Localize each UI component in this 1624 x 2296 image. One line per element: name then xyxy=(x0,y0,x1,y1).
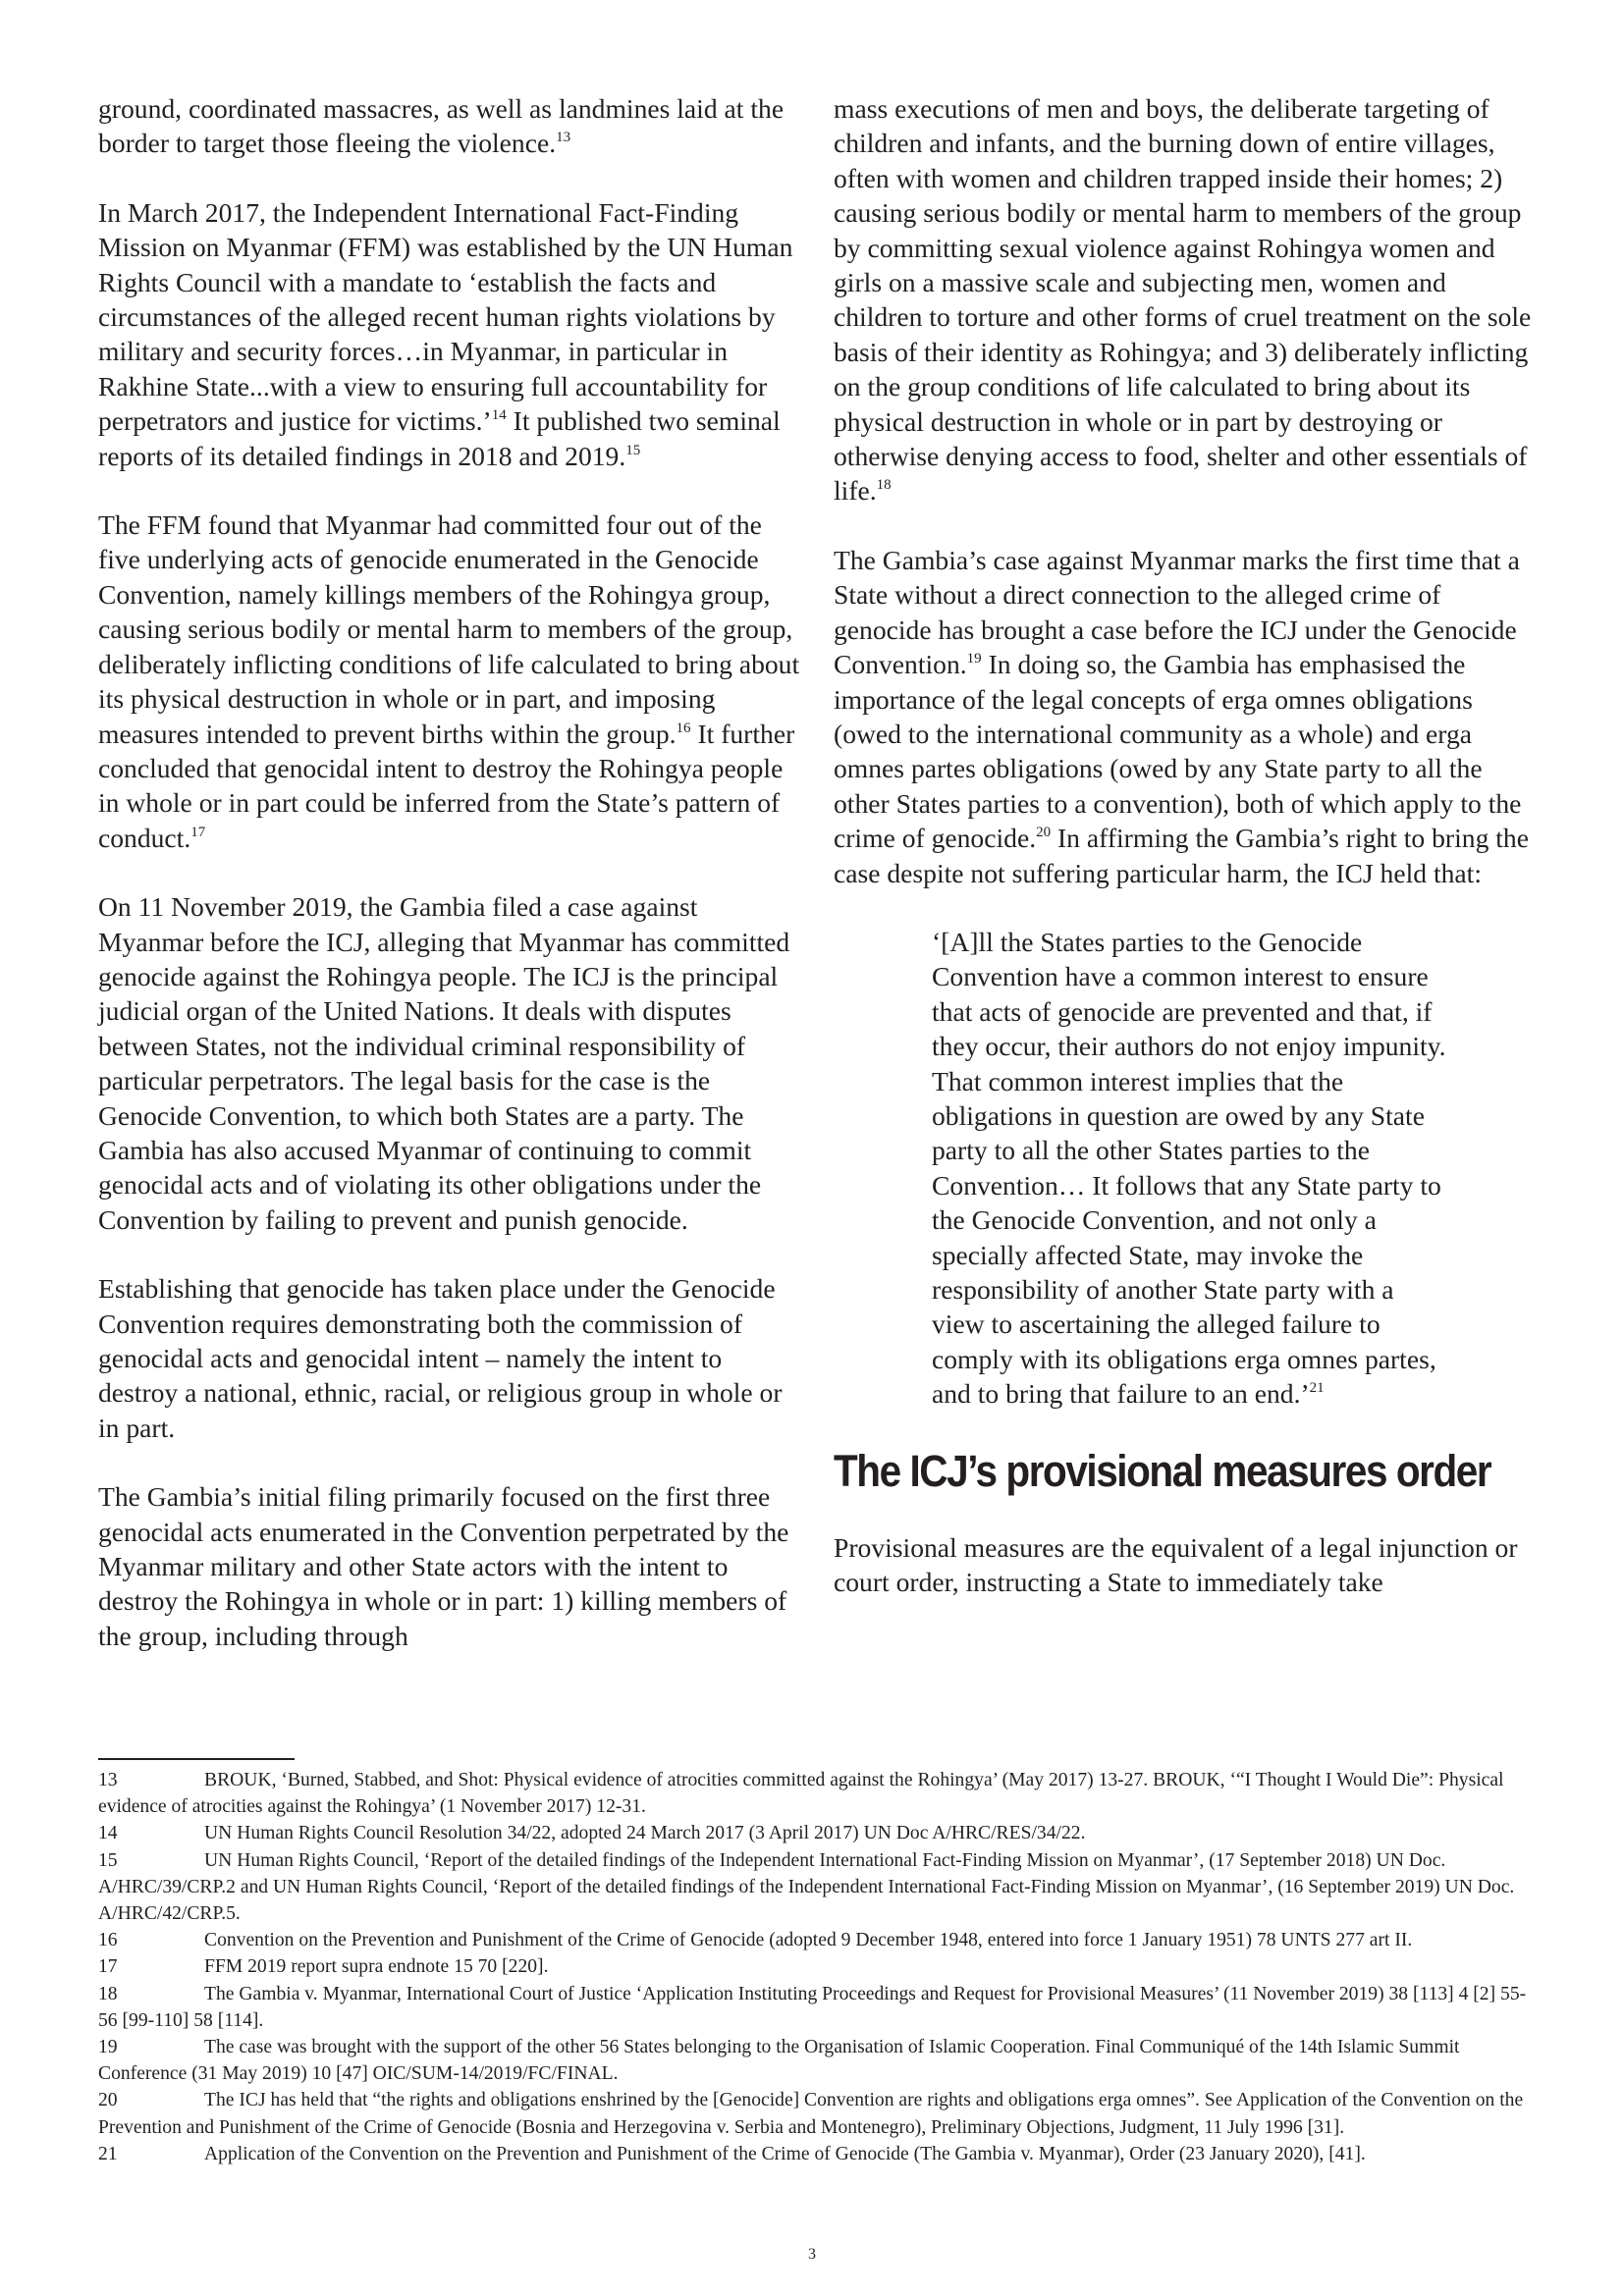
footnote-number: 21 xyxy=(98,2143,118,2164)
paragraph: In March 2017, the Independent International Fact-Finding Mission on Myanmar (FFM) was established by the UN Human Rights Council with a mandate to ‘establish the facts and circumstances of the alleged recent human rights violations by military and security forces…in Myanmar, in particular in Rakhine State...with a view to ensuring full accountability for perpetrators and justice for victims.’$^{14}$ It published two seminal reports of its detailed findings in 2018 and 2019.15 xyxy=(98,196,793,471)
paragraph: ground, coordinated massacres, as well as landmines laid at the border to target those fleeing the violence.$^{13}$ xyxy=(98,93,785,159)
paragraph: On 11 November 2019, the Gambia filed a case against Myanmar before the ICJ, alleging that Myanmar has committed genocide against the Rohingya people. The ICJ is the principal judicial organ of the United Nations. It deals with disputes between States, not the individual criminal responsibility of particular perpetrators. The legal basis for the case is the Genocide Convention, to which both States are a party. The Gambia has also accused Myanmar of continuing to commit genocidal acts and of violating its other obligations under the Convention by failing to prevent and punish genocide. xyxy=(98,891,790,1235)
footnote-ref[interactable]: 17 xyxy=(190,824,206,840)
footnote-item: 14 UN Human Rights Council Resolution 34/22, adopted 24 March 2017 (3 April 2017) UN Doc A/HRC/RES/34/22. xyxy=(98,1820,1542,1846)
footnote-ref[interactable]: 16 xyxy=(676,720,691,736)
footnote-number: 20 xyxy=(98,2090,118,2111)
footnote-ref[interactable]: 13 xyxy=(556,130,571,146)
footnote-number: 19 xyxy=(98,2037,118,2058)
footnote-number: 13 xyxy=(98,1770,118,1790)
footnote-item: 20 The ICJ has held that “the rights and obligations enshrined by the [Genocide] Convention are rights and obligations erga omnes”. See Application of the Convention on the Prevention and Punishment of the Crime of Genocide (Bosnia and Herzegovina v. Serbia and Montenegro), Preliminary Objections, Judgment, 11 July 1996 [31]. xyxy=(98,2087,1542,2140)
footnote-item: 16 Convention on the Prevention and Punishment of the Crime of Genocide (adopted 9 December 1948, entered into force 1 January 1951) 78 UNTS 277 art II. xyxy=(98,1927,1542,1953)
paragraph: The Gambia’s case against Myanmar marks the first time that a State without a direct connection to the alleged crime of genocide has brought a case before the ICJ under the Genocide Convention.$^{19}$ In doing so, the Gambia has emphasised the importance of the legal concepts of erga omnes obligations (owed to the international community as a whole) and erga omnes partes obligations (owed by any State party to all the other States parties to a convention), both of which apply to the crime of genocide.$^{20}$ In affirming the Gambia’s right to bring the case despite not suffering particular harm, the ICJ held that: xyxy=(834,544,1529,888)
paragraph: The Gambia’s initial filing primarily focused on the first three genocidal acts enumerated in the Convention perpetrated by the Myanmar military and other State actors with the intent to destroy the Rohingya in whole or in part: 1) killing members of the group, including through xyxy=(98,1481,789,1651)
paragraph: Establishing that genocide has taken place under the Genocide Convention requires demonstrating both the commission of genocidal acts and genocidal intent – namely the intent to destroy a national, ethnic, racial, or religious group in whole or in part. xyxy=(98,1273,783,1443)
footnote-item: 19 The case was brought with the support of the other 56 States belonging to the Organisation of Islamic Cooperation. Final Communiqué of the 14th Islamic Summit Conference (31 May 2019) 10 [47] OIC/SUM-14/2019/FC/FINAL. xyxy=(98,2034,1542,2087)
footnotes xyxy=(98,1767,1542,2167)
paragraph: Provisional measures are the equivalent of a legal injunction or court order, instructing a State to immediately take xyxy=(834,1531,1518,1598)
footnote-number: 18 xyxy=(98,1983,118,2004)
section-heading: The ICJ’s provisional measures order xyxy=(834,1445,1491,1496)
footnote-number: 16 xyxy=(98,1930,118,1951)
footnote-ref[interactable]: 21 xyxy=(1309,1380,1325,1397)
footnote-item: 17 FFM 2019 report supra endnote 15 70 [220]. xyxy=(98,1953,1542,1980)
footnote-ref[interactable]: 14 xyxy=(491,407,507,424)
footnote-ref[interactable]: 18 xyxy=(876,477,892,494)
footnote-divider xyxy=(98,1758,295,1760)
right-column xyxy=(834,91,1541,1633)
page-number: 3 xyxy=(808,2246,816,2263)
paragraph: The FFM found that Myanmar had committed four out of the five underlying acts of genocide enumerated in the Genocide Convention, namely killings members of the Rohingya group, causing serious bodily or mental harm to members of the group, deliberately inflicting conditions of life calculated to bring about its physical destruction in whole or in part, and imposing measures intended to prevent births within the group.$^{16}$ It further concluded that genocidal intent to destroy the Rohingya people in whole or in part could be inferred from the State’s pattern of conduct.$^{17}$ xyxy=(98,509,800,853)
footnote-ref[interactable]: 20 xyxy=(1036,825,1052,841)
footnote-item: 21 Application of the Convention on the Prevention and Punishment of the Crime of Genocide (The Gambia v. Myanmar), Order (23 January 2020), [41]. xyxy=(98,2141,1542,2167)
footnote-item: 18 The Gambia v. Myanmar, International Court of Justice ‘Application Instituting Proceedings and Request for Provisional Measures’ (11 November 2019) 38 [113] 4 [2] 55-56 [99-110] 58 [114]. xyxy=(98,1981,1542,2034)
footnote-item: 13 BROUK, ‘Burned, Stabbed, and Shot: Physical evidence of atrocities committed against the Rohingya’ (May 2017) 13-27. BROUK, ‘“I Thought I Would Die”: Physical evidence of atrocities against the Rohingya’ (1 November 2017) 12-31. xyxy=(98,1767,1542,1820)
block-quote: ‘[A]ll the States parties to the Genocide Convention have a common interest to ensure that acts of genocide are prevented and that, if they occur, their authors do not enjoy impunity. That common interest implies that the obligations in question are owed by any State party to all the other States parties to the Convention… It follows that any State party to the Genocide Convention, and not only a specially affected State, may invoke the responsibility of another State party with a view to ascertaining the alleged failure to comply with its obligations erga omnes partes, and to bring that failure to an end.’$^{21}$ xyxy=(932,926,1446,1410)
footnote-item: 15 UN Human Rights Council, ‘Report of the detailed findings of the Independent International Fact-Finding Mission on Myanmar’, (17 September 2018) UN Doc. A/HRC/39/CRP.2 and UN Human Rights Council, ‘Report of the detailed findings of the Independent International Fact-Finding Mission on Myanmar’, (16 September 2019) UN Doc. A/HRC/42/CRP.5. xyxy=(98,1847,1542,1928)
footnote-ref[interactable]: 19 xyxy=(966,651,982,667)
footnote-number: 15 xyxy=(98,1849,118,1871)
paragraph: mass executions of men and boys, the deliberate targeting of children and infants, and the burning down of entire villages, often with women and children trapped inside their homes; 2) causing serious bodily or mental harm to members of the group by committing sexual violence against Rohingya women and girls on a massive scale and subjecting men, women and children to torture and other forms of cruel treatment on the sole basis of their identity as Rohingya; and 3) deliberately inflicting on the group conditions of life calculated to bring about its physical destruction in whole or in part by destroying or otherwise denying access to food, shelter and other essentials of life.$^{18}$ xyxy=(834,93,1532,507)
left-column xyxy=(98,91,805,1687)
footnote-ref[interactable]: 15 xyxy=(625,442,641,458)
footnote-number: 14 xyxy=(98,1823,118,1844)
footnote-number: 17 xyxy=(98,1956,118,1978)
